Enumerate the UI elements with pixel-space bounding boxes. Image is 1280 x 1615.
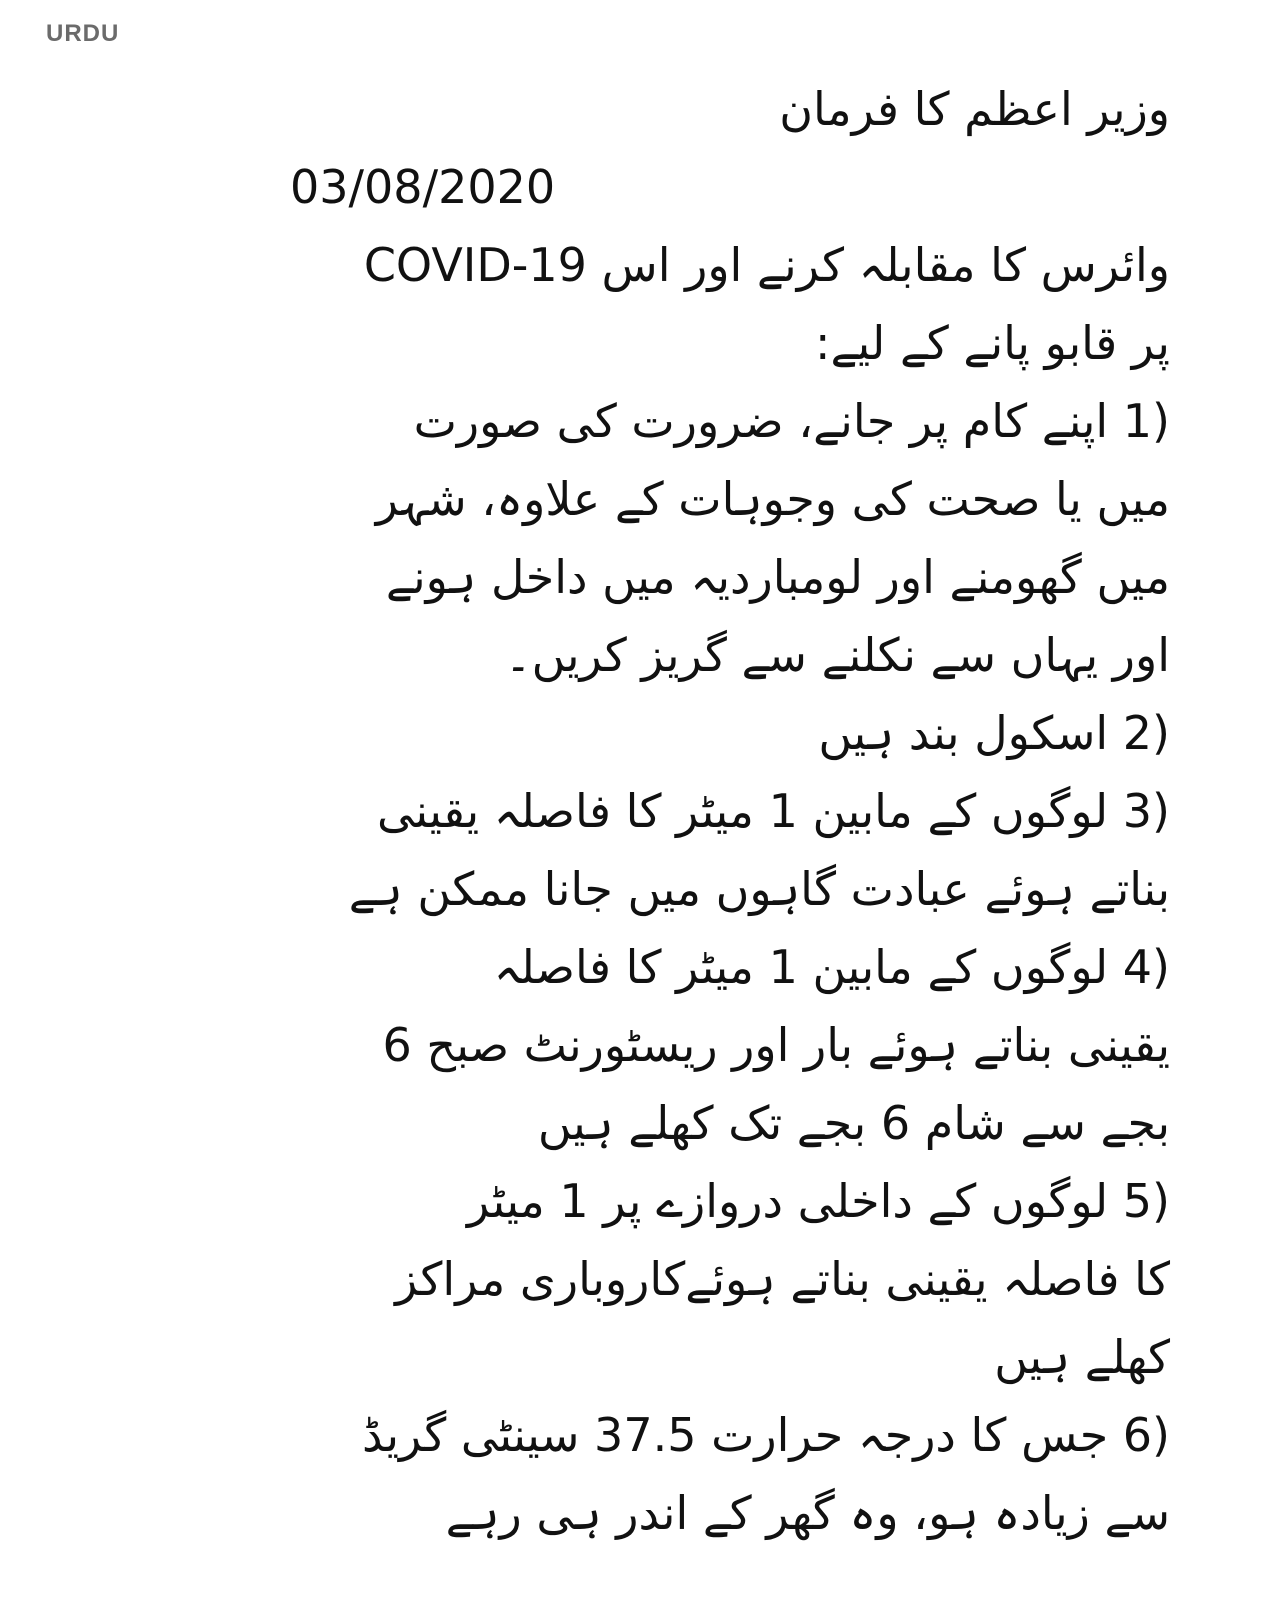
instruction-text: لوگوں کے مابین 1 میٹر کا فاصلہ یقینی: [376, 784, 1109, 838]
instruction-text: میں گھومنے اور لومباردیہ میں داخل ہونے: [385, 550, 1170, 604]
intro-line-1: [290, 226, 1170, 304]
instruction-list: [290, 382, 1170, 1552]
instruction-line: [290, 928, 1170, 1006]
instruction-text: اور یہاں سے نکلنے سے گریز کریں۔: [504, 628, 1170, 682]
instruction-line: [290, 1318, 1170, 1396]
instruction-line: [290, 1162, 1170, 1240]
instruction-item: [290, 1162, 1170, 1396]
instruction-number: 3): [1122, 784, 1170, 838]
instruction-number: 2): [1122, 706, 1170, 760]
instruction-item: [290, 1396, 1170, 1552]
covid-code: COVID-19: [363, 238, 587, 292]
instruction-line: [290, 850, 1170, 928]
instruction-text: بناتے ہوئے عبادت گاہوں میں جانا ممکن ہے: [348, 862, 1170, 916]
intro-line-2: پر قابو پانے کے لیے:: [814, 316, 1170, 370]
instruction-text: جس کا درجہ حرارت 37.5 سینٹی گریڈ: [362, 1408, 1109, 1462]
intro-text: وائرس کا مقابلہ کرنے اور اس: [601, 238, 1170, 292]
instruction-text: سے زیادہ ہو، وہ گھر کے اندر ہی رہے: [445, 1486, 1170, 1540]
instruction-item: [290, 772, 1170, 928]
instruction-line: [290, 1474, 1170, 1552]
instruction-text: لوگوں کے داخلی دروازے پر 1 میٹر: [466, 1174, 1109, 1228]
instruction-number: 4): [1122, 940, 1170, 994]
announcement-title: وزیر اعظم کا فرمان: [779, 82, 1170, 136]
instruction-line: [290, 1006, 1170, 1084]
instruction-number: 5): [1122, 1174, 1170, 1228]
instruction-text: کھلے ہیں: [994, 1330, 1170, 1384]
instruction-line: [290, 460, 1170, 538]
instruction-text: اپنے کام پر جانے، ضرورت کی صورت: [413, 394, 1109, 448]
instruction-item: [290, 928, 1170, 1162]
instruction-line: [290, 1084, 1170, 1162]
instruction-line: [290, 772, 1170, 850]
instruction-item: [290, 694, 1170, 772]
instruction-line: [290, 1240, 1170, 1318]
announcement-date: 03/08/2020: [290, 160, 556, 214]
language-label: URDU: [46, 20, 120, 47]
instruction-text: بجے سے شام 6 بجے تک کھلے ہیں: [537, 1096, 1170, 1150]
instruction-line: [290, 616, 1170, 694]
instruction-text: لوگوں کے مابین 1 میٹر کا فاصلہ: [493, 940, 1109, 994]
instruction-number: 1): [1122, 394, 1170, 448]
instruction-text: میں یا صحت کی وجوہات کے علاوہ، شہر: [375, 472, 1170, 526]
instruction-line: [290, 694, 1170, 772]
instruction-line: [290, 382, 1170, 460]
announcement-text: [290, 70, 1170, 1552]
instruction-text: اسکول بند ہیں: [818, 706, 1109, 760]
instruction-number: 6): [1122, 1408, 1170, 1462]
instruction-line: [290, 1396, 1170, 1474]
instruction-text: کا فاصلہ یقینی بناتے ہوئےکاروباری مراکز: [395, 1252, 1170, 1306]
instruction-text: یقینی بناتے ہوئے بار اور ریسٹورنٹ صبح 6: [382, 1018, 1170, 1072]
instruction-item: [290, 382, 1170, 694]
instruction-line: [290, 538, 1170, 616]
